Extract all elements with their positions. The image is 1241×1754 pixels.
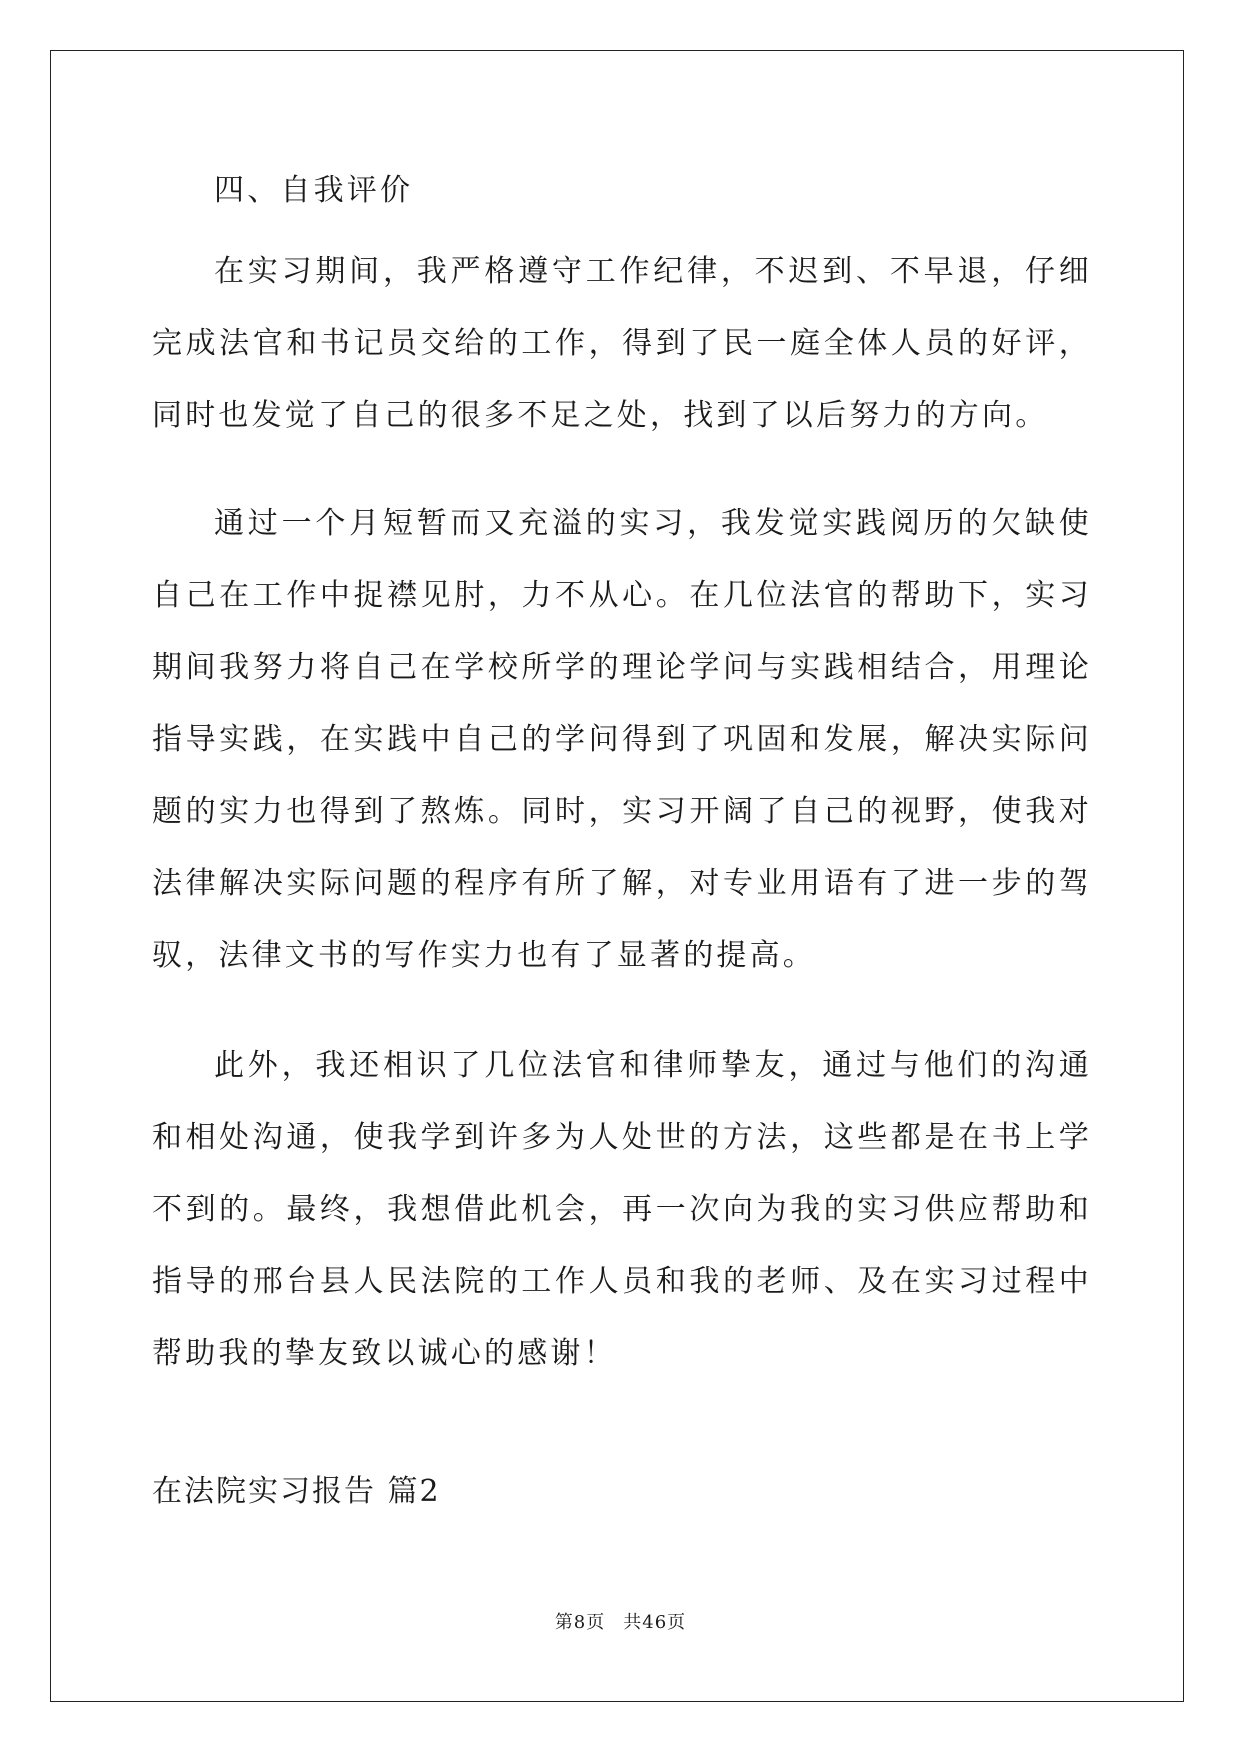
page-total: 共46页: [623, 1612, 687, 1633]
page-footer: [0, 1611, 1241, 1635]
section-heading: 四、自我评价: [214, 173, 414, 208]
page-number: 第8页: [554, 1612, 606, 1633]
paragraph-1: 在实习期间，我严格遵守工作纪律，不迟到、不早退，仔细完成法官和书记员交给的工作，得到了民一庭全体人员的好评，同时也发觉了自己的很多不足之处，找到了以后努力的方向。: [152, 254, 1092, 433]
paragraph-2: 通过一个月短暂而又充溢的实习，我发觉实践阅历的欠缺使自己在工作中捉襟见肘，力不从心。在几位法官的帮助下，实习期间我努力将自己在学校所学的理论学问与实践相结合，用理论指导实践，在实践中自己的学问得到了巩固和发展，解决实际问题的实力也得到了熬炼。同时，实习开阔了自己的视野，使我对法律解决实际问题的程序有所了解，对专业用语有了进一步的驾驭，法律文书的写作实力也有了显著的提高。: [152, 506, 1092, 973]
paragraph-3: 此外，我还相识了几位法官和律师挚友，通过与他们的沟通和相处沟通，使我学到许多为人处世的方法，这些都是在书上学不到的。最终，我想借此机会，再一次向为我的实习供应帮助和指导的邢台县人民法院的工作人员和我的老师、及在实习过程中帮助我的挚友致以诚心的感谢！: [152, 1048, 1092, 1371]
next-section-title: 在法院实习报告 篇2: [152, 1474, 441, 1509]
